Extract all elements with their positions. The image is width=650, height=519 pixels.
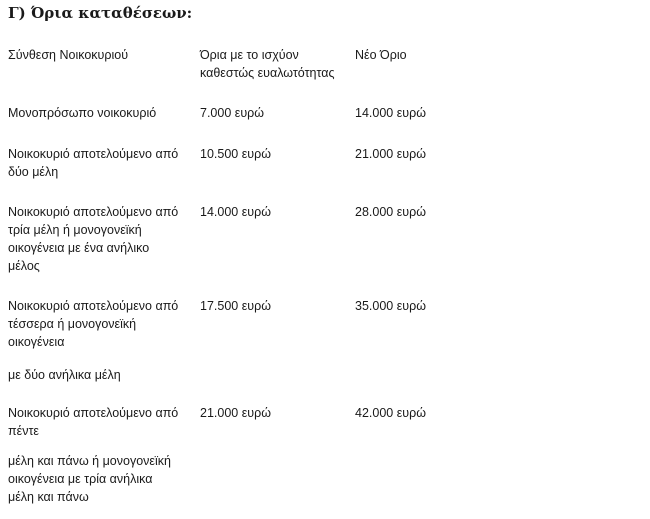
row-3-composition-line: οικογένεια με ένα ανήλικο bbox=[8, 241, 150, 255]
row-1-new-limit: 14.000 ευρώ bbox=[355, 106, 426, 120]
header-current-limit bbox=[200, 46, 350, 82]
row-4-composition-line: οικογένεια bbox=[8, 335, 65, 349]
row-3-composition-line: Νοικοκυριό αποτελούμενο από bbox=[8, 205, 179, 219]
row-5-composition-extra-line: οικογένεια με τρία ανήλικα bbox=[8, 472, 153, 486]
row-3-new-limit: 28.000 ευρώ bbox=[355, 205, 426, 219]
row-3-composition-line: μέλος bbox=[8, 259, 40, 273]
row-4-composition-line: Νοικοκυριό αποτελούμενο από bbox=[8, 299, 179, 313]
section-heading: Γ) Όρια καταθέσεων: bbox=[8, 4, 193, 22]
row-2-new-limit: 21.000 ευρώ bbox=[355, 147, 426, 161]
row-4-composition-line: τέσσερα ή μονογονεϊκή bbox=[8, 317, 137, 331]
row-5-current-limit: 21.000 ευρώ bbox=[200, 406, 271, 420]
row-2-composition bbox=[8, 145, 186, 181]
row-1-composition-line: Μονοπρόσωπο νοικοκυριό bbox=[8, 106, 157, 120]
header-current-limit-line1: Όρια με το ισχύον bbox=[200, 48, 299, 62]
row-1-current-limit: 7.000 ευρώ bbox=[200, 106, 265, 120]
header-new-limit: Νέο Όριο bbox=[355, 48, 407, 62]
row-5-composition-extra-line: μέλη και πάνω bbox=[8, 490, 89, 504]
row-1-composition bbox=[8, 104, 186, 122]
row-4-new-limit: 35.000 ευρώ bbox=[355, 299, 426, 313]
row-3-composition-line: τρία μέλη ή μονογονεϊκή bbox=[8, 223, 142, 237]
row-3-current-limit: 14.000 ευρώ bbox=[200, 205, 271, 219]
row-4-composition-extra-line: με δύο ανήλικα μέλη bbox=[8, 368, 121, 382]
row-4-composition bbox=[8, 297, 186, 351]
row-5-composition-line: Νοικοκυριό αποτελούμενο από bbox=[8, 406, 179, 420]
row-2-composition-line: δύο μέλη bbox=[8, 165, 59, 179]
row-4-current-limit: 17.500 ευρώ bbox=[200, 299, 271, 313]
header-current-limit-line2: καθεστώς ευαλωτότητας bbox=[200, 66, 335, 80]
row-5-composition-extra-line: μέλη και πάνω ή μονογονεϊκή bbox=[8, 454, 171, 468]
row-5-new-limit: 42.000 ευρώ bbox=[355, 406, 426, 420]
row-2-current-limit: 10.500 ευρώ bbox=[200, 147, 271, 161]
row-3-composition bbox=[8, 203, 186, 275]
row-5-composition-continued bbox=[8, 452, 186, 506]
row-5-composition bbox=[8, 404, 186, 440]
row-5-composition-line: πέντε bbox=[8, 424, 39, 438]
row-2-composition-line: Νοικοκυριό αποτελούμενο από bbox=[8, 147, 179, 161]
header-composition: Σύνθεση Νοικοκυριού bbox=[8, 48, 129, 62]
row-4-composition-continued bbox=[8, 366, 186, 384]
